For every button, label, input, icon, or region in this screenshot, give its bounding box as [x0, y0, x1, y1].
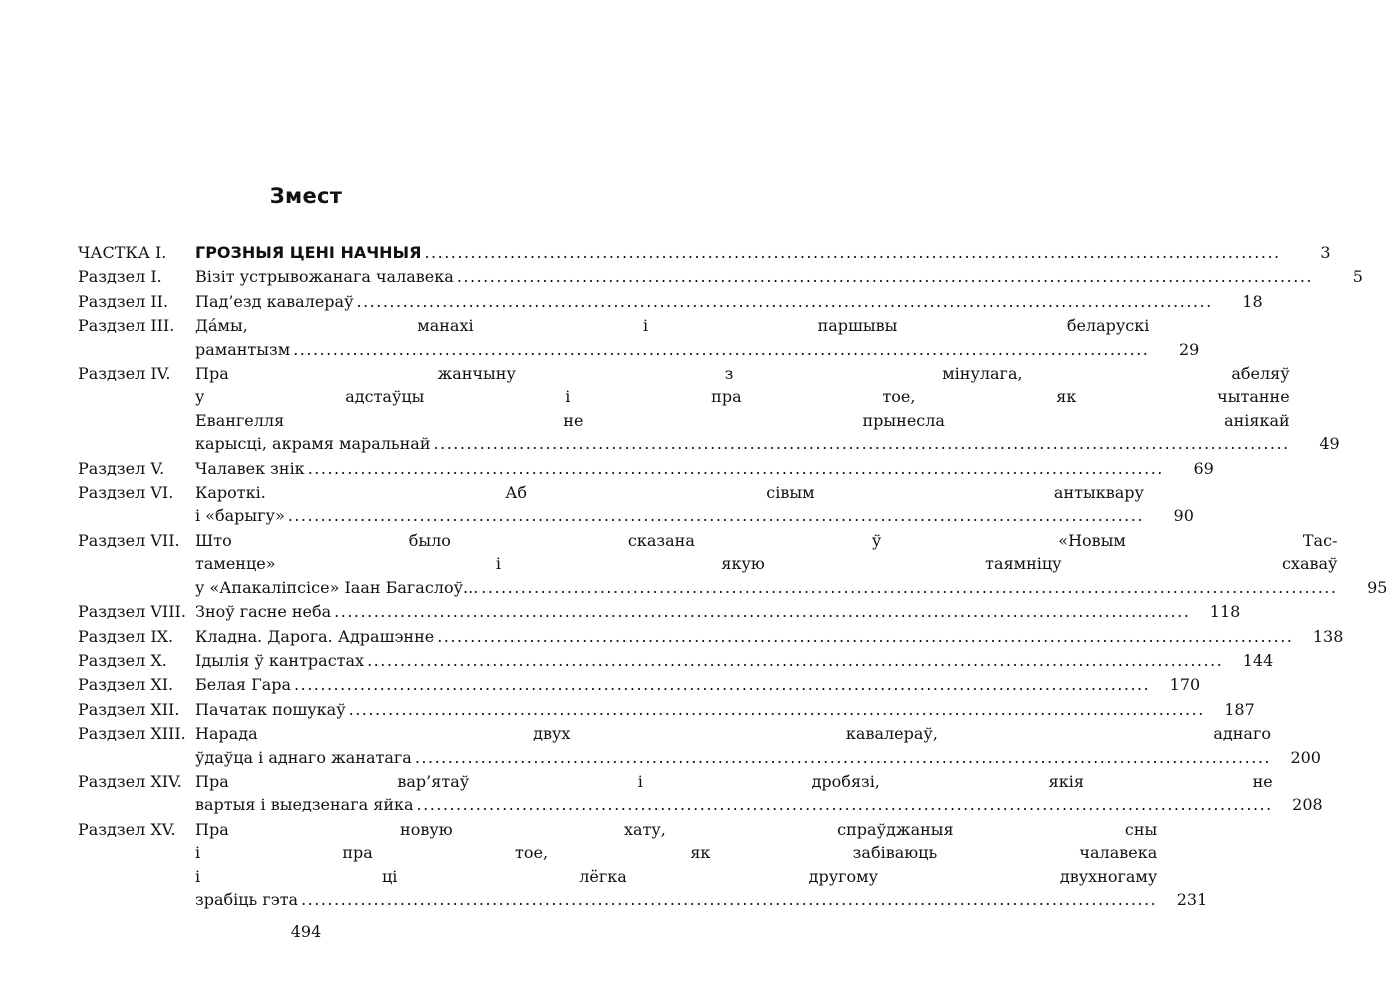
toc-entry-title	[195, 314, 1149, 361]
toc-entry	[78, 457, 1214, 480]
dot-leader: ..................................................................................................................................	[481, 577, 1338, 597]
toc-entry-title	[195, 600, 1190, 623]
toc-entry-title	[195, 241, 1281, 264]
toc-entry	[78, 722, 1321, 769]
toc-entry-title-line: і «барыгу»	[195, 506, 285, 526]
toc-entry-label: Раздзел XI.	[78, 675, 174, 695]
toc-entry-title-line: рамантызм	[195, 339, 291, 359]
page-title: Змест	[269, 184, 343, 208]
toc-entry-title-line: Пад’езд кавалераў	[195, 291, 354, 311]
toc-entry-page: 170	[1169, 675, 1201, 695]
toc-entry-title-line: Што было сказана ў «Новым Тас-	[195, 530, 1338, 550]
toc-entry-title-line: Нарада двух кавалераў, аднаго	[195, 724, 1271, 744]
toc-entry-label: Раздзел IX.	[78, 626, 174, 646]
toc-entry-title	[195, 265, 1313, 288]
toc-entry	[78, 290, 1263, 313]
dot-leader: ..................................................................................................................................	[293, 339, 1150, 359]
toc-entry-page: 231	[1176, 889, 1208, 909]
page-number: 494	[290, 922, 322, 941]
toc-entry-title-line: Да́мы, манахі і паршывы беларускі	[195, 316, 1150, 336]
toc-entry-title	[195, 770, 1273, 817]
toc-entry-title-line: таменце» і якую таямніцу схаваў	[195, 554, 1338, 574]
toc-entry-title-line: Пачатак пошукаў	[195, 699, 346, 719]
toc-entry-label: Раздзел XIV.	[78, 771, 182, 791]
toc-entry	[78, 818, 1208, 912]
toc-entry-page: 200	[1290, 747, 1321, 767]
toc-entry	[78, 241, 1331, 264]
toc-entry-title-line: Кароткі. Аб сівым антыквару	[195, 483, 1144, 503]
toc-entry	[78, 600, 1241, 623]
dot-leader: ..................................................................................................................................	[433, 434, 1290, 454]
toc-entry-page: 69	[1193, 458, 1214, 478]
dot-leader: ..................................................................................................................................	[356, 291, 1213, 311]
toc-entry-title-line: ГРОЗНЫЯ ЦЕНІ НАЧНЫЯ	[195, 243, 422, 262]
toc-entry-title-line: Пра вар’ятаў і дробязі, якія не	[195, 771, 1273, 791]
toc-entry-label: Раздзел VII.	[78, 530, 180, 550]
toc-entry-page: 18	[1242, 291, 1263, 311]
toc-entry-title	[195, 818, 1157, 912]
toc-entry-page: 208	[1292, 795, 1323, 815]
toc-entry	[78, 529, 1387, 599]
toc-entry	[78, 673, 1201, 696]
toc-entry-title	[195, 673, 1150, 696]
toc-entry-label: Раздзел IV.	[78, 364, 171, 384]
toc-entry-title-line: вартыя і выедзенага яйка	[195, 795, 414, 815]
toc-entry-label: Раздзел ІІ.	[78, 291, 169, 311]
toc-entry-title	[195, 722, 1271, 769]
toc-entry-title	[195, 457, 1164, 480]
toc-entry-title-line: Пра новую хату, спраўджаныя сны	[195, 819, 1158, 839]
dot-leader: ..................................................................................................................................	[416, 795, 1273, 815]
toc-entry-page: 187	[1224, 699, 1255, 719]
toc-entry-title-line: у адстаўцы і пра тое, як чытанне	[195, 387, 1290, 407]
toc-entry-title-line: Візіт устрывожанага чалавека	[195, 267, 454, 287]
toc-entry-title-line: Пра жанчыну з мінулага, абеляў	[195, 364, 1290, 384]
toc-entry	[78, 481, 1194, 528]
toc-entry	[78, 770, 1323, 817]
toc-entry-title	[195, 362, 1290, 456]
toc-entry-title-line: Чалавек знік	[195, 458, 305, 478]
toc-entry-page: 90	[1173, 506, 1194, 526]
dot-leader: ..................................................................................................................................	[424, 243, 1281, 262]
toc-entry	[78, 625, 1344, 648]
toc-entry-page: 118	[1209, 602, 1241, 622]
toc-entry-title	[195, 529, 1337, 599]
toc-entry	[78, 362, 1340, 456]
toc-entry-page: 3	[1320, 243, 1331, 262]
toc-entry-label: Раздзел XV.	[78, 819, 176, 839]
dot-leader: ..................................................................................................................................	[294, 675, 1151, 695]
toc-entry-title-line: зрабіць гэта	[195, 889, 299, 909]
toc-entry-label: Раздзел VIII.	[78, 602, 186, 622]
dot-leader: ..................................................................................................................................	[414, 747, 1271, 767]
dot-leader: ..................................................................................................................................	[456, 267, 1313, 287]
toc-entry-title	[195, 625, 1293, 648]
toc-entry-title	[195, 481, 1144, 528]
toc-entry-title-line: Евангелля не прынесла аніякай	[195, 410, 1290, 430]
toc-entry-title-line: і пра тое, як забіваюць чалавека	[195, 843, 1158, 863]
toc-entry	[78, 649, 1274, 672]
dot-leader: ..................................................................................................................................	[437, 626, 1294, 646]
toc-entry-title-line: Зноў гасне неба	[195, 602, 332, 622]
dot-leader: ..................................................................................................................................	[307, 458, 1164, 478]
toc-entry-label: Раздзел V.	[78, 458, 165, 478]
toc-entry-label: Раздзел VI.	[78, 483, 174, 503]
table-of-contents	[78, 241, 1387, 911]
toc-entry-title-line: Белая Гара	[195, 675, 292, 695]
toc-entry	[78, 314, 1200, 361]
toc-entry-title	[195, 290, 1213, 313]
toc-entry-page: 49	[1319, 434, 1340, 454]
dot-leader: ..................................................................................................................................	[348, 699, 1205, 719]
toc-entry-title	[195, 649, 1223, 672]
toc-entry-page: 144	[1242, 650, 1274, 670]
toc-entry-label: Раздзел XII.	[78, 699, 180, 719]
toc-entry	[78, 265, 1363, 288]
dot-leader: ..................................................................................................................................	[301, 889, 1158, 909]
toc-entry-page: 5	[1352, 267, 1363, 287]
toc-entry-label: Раздзел ІІІ.	[78, 316, 175, 336]
toc-entry-title-line: карысці, акрамя маральнай	[195, 434, 431, 454]
toc-entry-page: 29	[1179, 339, 1200, 359]
toc-entry-label: Раздзел X.	[78, 650, 167, 670]
toc-entry-label: Раздзел XIII.	[78, 724, 186, 744]
toc-entry-title-line: у «Апакаліпсісе» Іаан Багаслоў...	[195, 577, 479, 597]
toc-entry-title	[195, 698, 1205, 721]
dot-leader: ..................................................................................................................................	[287, 506, 1144, 526]
toc-entry-label: Раздзел І.	[78, 267, 162, 287]
dot-leader: ..................................................................................................................................	[367, 650, 1224, 670]
dot-leader: ..................................................................................................................................	[334, 602, 1191, 622]
toc-entry-title-line: Кладна. Дарога. Адрашэнне	[195, 626, 435, 646]
toc-entry-page: 138	[1312, 626, 1344, 646]
toc-entry-title-line: і ці лёгка другому двухногаму	[195, 866, 1158, 886]
toc-entry-title-line: ўдаўца і аднаго жанатага	[195, 747, 412, 767]
toc-entry-label: ЧАСТКА І.	[78, 243, 167, 262]
toc-entry	[78, 698, 1255, 721]
toc-entry-title-line: Ідылія ў кантрастах	[195, 650, 365, 670]
toc-entry-page: 95	[1367, 577, 1387, 597]
